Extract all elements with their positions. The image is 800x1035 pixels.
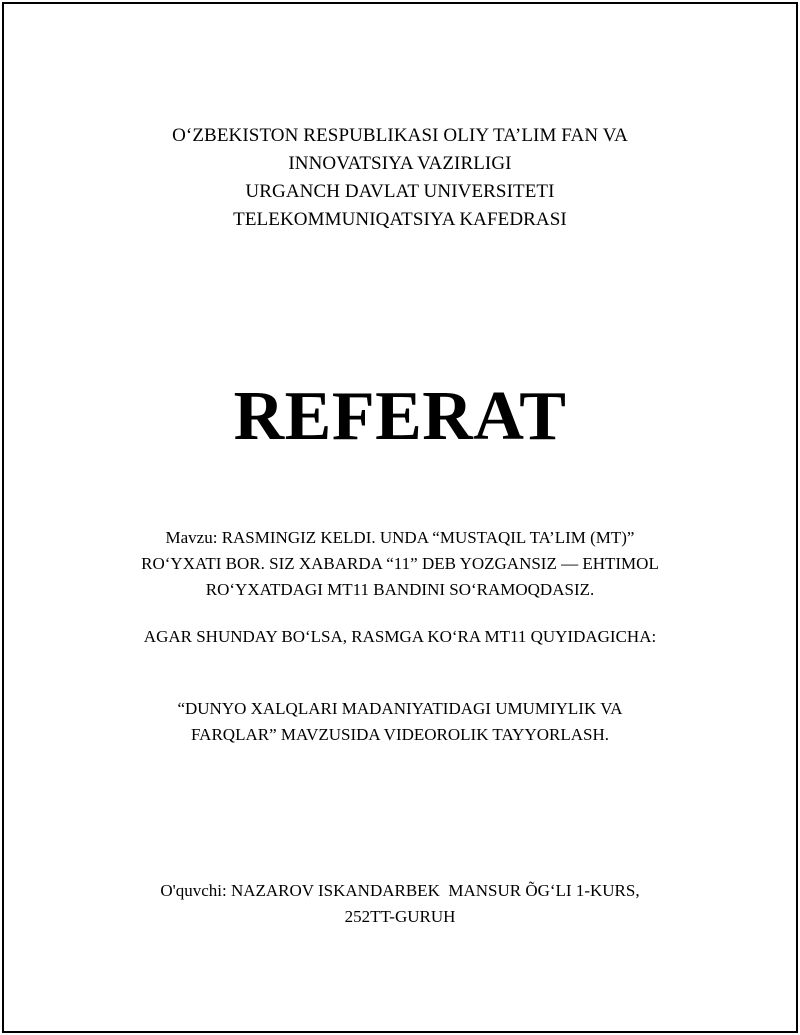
topic-paragraph <box>0 525 800 603</box>
mt11-line: “DUNYO XALQLARI MADANIYATIDAGI UMUMIYLIK VA <box>177 699 623 718</box>
topic-line: RO‘YXATI BOR. SIZ XABARDA “11” DEB YOZGANSIZ — EHTIMOL <box>141 554 659 573</box>
institution-header <box>0 122 800 234</box>
mt11-topic <box>0 696 800 748</box>
document-title: REFERAT <box>233 378 567 455</box>
header-line: TELEKOMMUNIQATSIYA KAFEDRASI <box>233 209 567 230</box>
student-info <box>0 878 800 930</box>
header-line: INNOVATSIYA VAZIRLIGI <box>288 153 512 174</box>
header-line: URGANCH DAVLAT UNIVERSITETI <box>245 181 555 202</box>
topic-line: RO‘YXATDAGI MT11 BANDINI SO‘RAMOQDASIZ. <box>205 580 595 599</box>
student-line: O'quvchi: NAZAROV ISKANDARBEK MANSUR ÕG‘LI 1-KURS, <box>160 881 640 900</box>
student-line: 252TT-GURUH <box>344 907 456 926</box>
condition-line: AGAR SHUNDAY BO‘LSA, RASMGA KO‘RA MT11 QUYIDAGICHA: <box>143 627 657 646</box>
mt11-line: FARQLAR” MAVZUSIDA VIDEOROLIK TAYYORLASH. <box>190 725 609 744</box>
topic-line: Mavzu: RASMINGIZ KELDI. UNDA “MUSTAQIL TA’LIM (MT)” <box>165 528 635 547</box>
header-line: O‘ZBEKISTON RESPUBLIKASI OLIY TA’LIM FAN VA <box>172 125 628 146</box>
